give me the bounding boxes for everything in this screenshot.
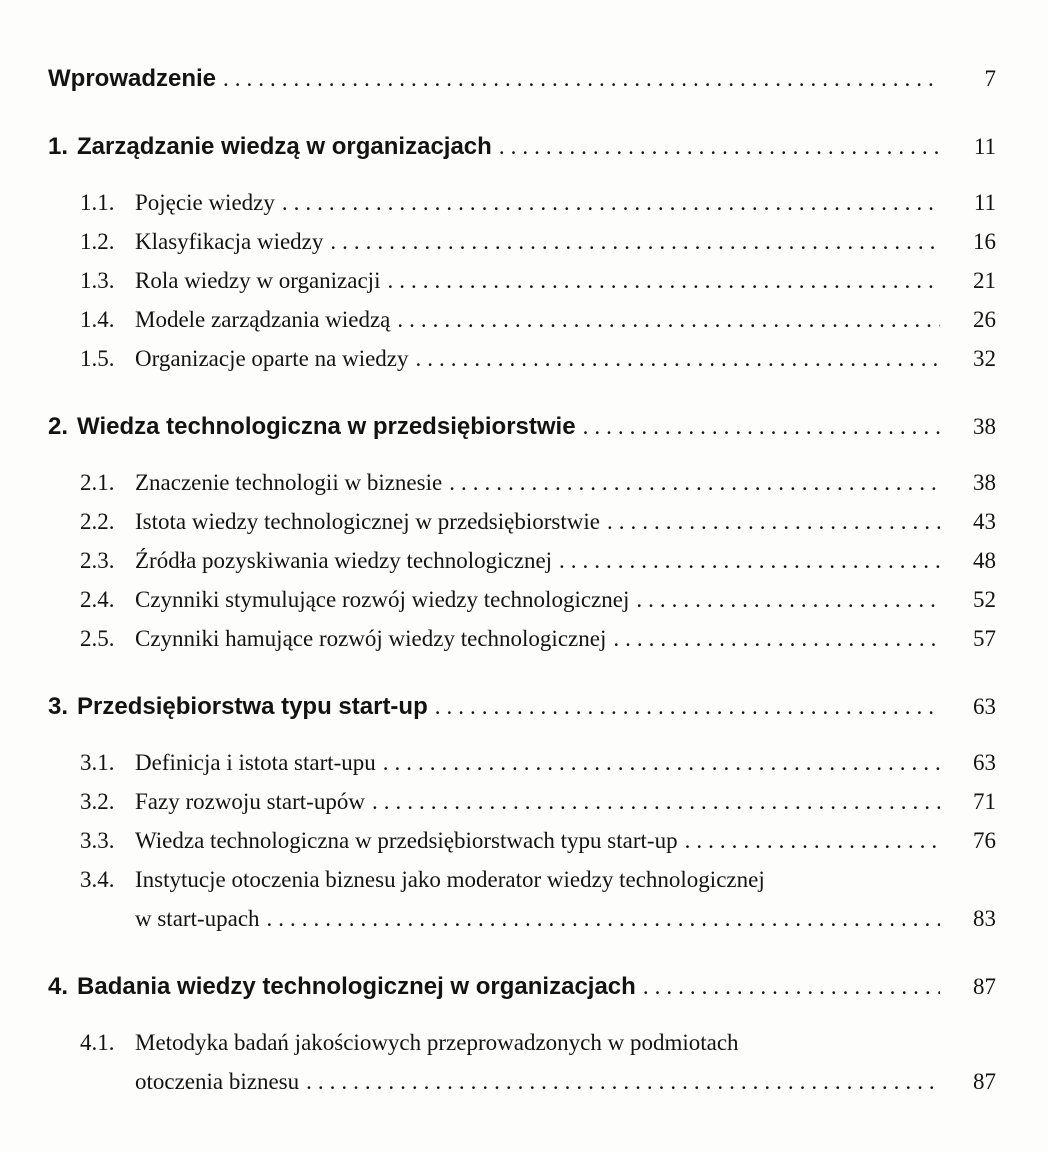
dot-leader <box>435 687 940 726</box>
page-number: 21 <box>973 268 996 293</box>
section-line-2 <box>48 899 996 938</box>
toc-entry-section-1-5 <box>48 339 996 378</box>
section-number: 2.4. <box>80 587 115 612</box>
page-number: 11 <box>973 190 996 215</box>
section-title: Klasyfikacja wiedzy <box>135 229 324 254</box>
toc-entry-intro <box>48 59 996 98</box>
chapter-number: 4. <box>48 973 69 1000</box>
dot-leader <box>685 821 940 860</box>
dot-leader <box>613 619 940 658</box>
section-number: 1.5. <box>80 346 115 371</box>
dot-leader <box>499 127 940 166</box>
chapter-title: Badania wiedzy technologicznej w organizacjach <box>77 973 636 1000</box>
page-number: 87 <box>973 1069 996 1094</box>
page-number: 16 <box>973 229 996 254</box>
toc-entry-chapter-4 <box>48 967 996 1006</box>
section-number: 3.4. <box>80 867 115 892</box>
section-title: Pojęcie wiedzy <box>135 190 275 215</box>
section-title: Organizacje oparte na wiedzy <box>135 346 409 371</box>
page-number: 76 <box>973 828 996 853</box>
dot-leader <box>636 580 940 619</box>
section-line-1 <box>48 1023 996 1062</box>
dot-leader <box>643 967 940 1006</box>
toc-entry-section-4-1 <box>48 1023 996 1101</box>
dot-leader <box>607 502 940 541</box>
dot-leader <box>306 1062 940 1101</box>
toc-entry-chapter-2 <box>48 407 996 446</box>
page-number: 26 <box>973 307 996 332</box>
section-title: Instytucje otoczenia biznesu jako moderator wiedzy technologicznej <box>135 867 765 892</box>
dot-leader <box>397 300 940 339</box>
section-title: Rola wiedzy w organizacji <box>135 268 381 293</box>
toc-entry-section-2-2 <box>48 502 996 541</box>
dot-leader <box>372 782 940 821</box>
toc-entry-section-3-3 <box>48 821 996 860</box>
chapter-title: Przedsiębiorstwa typu start-up <box>77 693 428 720</box>
page-number: 87 <box>973 974 996 999</box>
section-number: 2.1. <box>80 470 115 495</box>
section-title: Istota wiedzy technologicznej w przedsiębiorstwie <box>135 509 600 534</box>
section-title: Wiedza technologiczna w przedsiębiorstwach typu start-up <box>135 828 678 853</box>
dot-leader <box>223 59 940 98</box>
page-number: 83 <box>973 906 996 931</box>
section-title-continuation: otoczenia biznesu <box>135 1069 300 1094</box>
page-number: 7 <box>984 66 996 91</box>
toc-entry-section-3-2 <box>48 782 996 821</box>
page-number: 43 <box>973 509 996 534</box>
section-number: 2.2. <box>80 509 115 534</box>
dot-leader <box>383 743 940 782</box>
section-number: 2.3. <box>80 548 115 573</box>
section-number: 4.1. <box>80 1030 115 1055</box>
chapter-number: 3. <box>48 693 69 720</box>
toc-entry-section-1-2 <box>48 222 996 261</box>
section-title-continuation: w start-upach <box>135 906 260 931</box>
dot-leader <box>330 222 940 261</box>
dot-leader <box>449 463 940 502</box>
page-number: 11 <box>973 134 996 159</box>
chapter-number: 1. <box>48 133 69 160</box>
page-number: 52 <box>973 587 996 612</box>
toc-entry-section-2-3 <box>48 541 996 580</box>
section-number: 1.1. <box>80 190 115 215</box>
section-title: Źródła pozyskiwania wiedzy technologicznej <box>135 548 553 573</box>
dot-leader <box>416 339 940 378</box>
page-number: 57 <box>973 626 996 651</box>
section-number: 2.5. <box>80 626 115 651</box>
toc-entry-section-3-4 <box>48 860 996 938</box>
toc-entry-chapter-3 <box>48 687 996 726</box>
section-number: 1.4. <box>80 307 115 332</box>
section-title: Znaczenie technologii w biznesie <box>135 470 443 495</box>
section-title: Czynniki stymulujące rozwój wiedzy technologicznej <box>135 587 630 612</box>
chapter-title: Zarządzanie wiedzą w organizacjach <box>77 133 492 160</box>
dot-leader <box>583 407 940 446</box>
section-number: 1.2. <box>80 229 115 254</box>
toc-entry-section-3-1 <box>48 743 996 782</box>
toc-entry-section-2-4 <box>48 580 996 619</box>
page-number: 71 <box>973 789 996 814</box>
section-line-2 <box>48 1062 996 1101</box>
section-title: Czynniki hamujące rozwój wiedzy technologicznej <box>135 626 607 651</box>
toc-entry-section-1-4 <box>48 300 996 339</box>
chapter-number: 2. <box>48 413 69 440</box>
section-number: 3.1. <box>80 750 115 775</box>
section-number: 1.3. <box>80 268 115 293</box>
page-number: 48 <box>973 548 996 573</box>
dot-leader <box>267 899 940 938</box>
toc-entry-chapter-1 <box>48 127 996 166</box>
dot-leader <box>282 183 940 222</box>
section-title: Definicja i istota start-upu <box>135 750 376 775</box>
page-number: 63 <box>973 750 996 775</box>
page-number: 63 <box>973 694 996 719</box>
toc-entry-section-1-3 <box>48 261 996 300</box>
toc-entry-section-2-1 <box>48 463 996 502</box>
section-number: 3.3. <box>80 828 115 853</box>
page-number: 38 <box>973 414 996 439</box>
section-title: Fazy rozwoju start-upów <box>135 789 365 814</box>
toc-entry-section-2-5 <box>48 619 996 658</box>
section-line-1 <box>48 860 996 899</box>
page-number: 38 <box>973 470 996 495</box>
dot-leader <box>559 541 940 580</box>
intro-title: Wprowadzenie <box>48 65 217 92</box>
chapter-title: Wiedza technologiczna w przedsiębiorstwie <box>77 413 576 440</box>
section-number: 3.2. <box>80 789 115 814</box>
toc-entry-section-1-1 <box>48 183 996 222</box>
page-number: 32 <box>973 346 996 371</box>
section-title: Modele zarządzania wiedzą <box>135 307 391 332</box>
section-title: Metodyka badań jakościowych przeprowadzonych w podmiotach <box>135 1030 739 1055</box>
dot-leader <box>387 261 940 300</box>
